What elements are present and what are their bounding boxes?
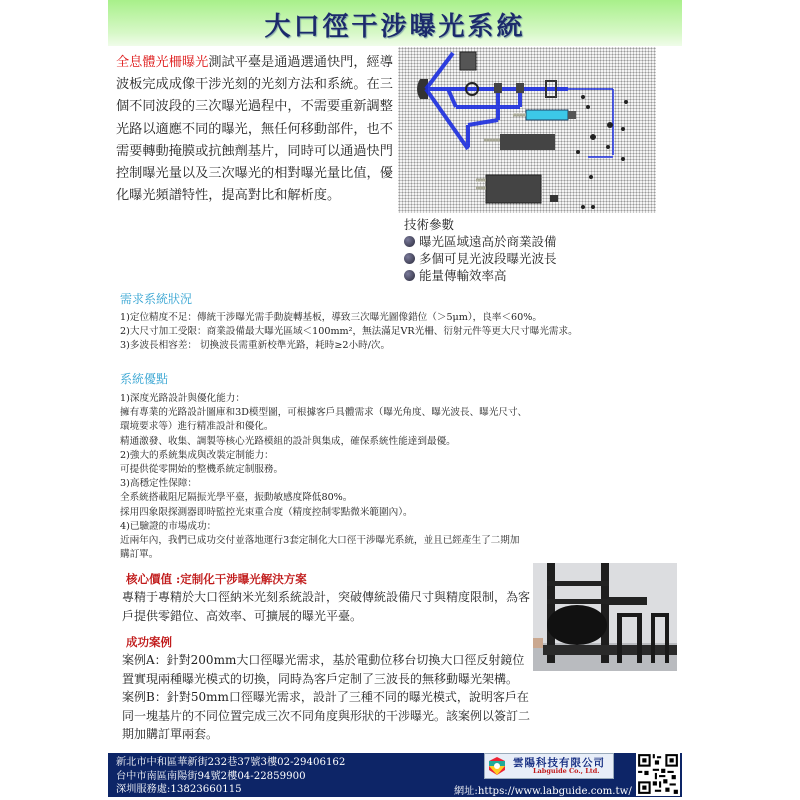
list-item: 購訂單。: [120, 549, 159, 561]
list-item: 環境要求等）進行精准設計和優化。: [120, 421, 274, 433]
list-item: 2)大尺寸加工受限：商業設備最大曝光區域＜100mm²，無法滿足VR光柵、衍射元件等更大尺寸曝光需求。: [120, 326, 578, 338]
cases-heading: 成功案例: [126, 635, 172, 649]
intro-highlight: 全息體光柵曝光: [116, 55, 209, 70]
url-label: 網址:: [454, 786, 478, 797]
tech-param-item: 能量傳輸效率高: [404, 267, 557, 284]
document-page: [108, 0, 682, 800]
qr-code-icon: [636, 752, 680, 796]
advantages-heading: 系統優點: [120, 372, 169, 386]
company-name-en: Labguide Co., Ltd.: [533, 767, 600, 775]
bullet-icon: [404, 236, 415, 247]
cases-body: [122, 651, 532, 744]
bullet-icon: [404, 253, 415, 264]
list-item: 1)深度光路設計與優化能力：: [120, 393, 245, 404]
optical-layout-diagram: [398, 47, 656, 213]
tech-param-item: 多個可見光波段曝光波長: [404, 250, 557, 267]
website: [454, 782, 632, 797]
equipment-photo-icon: [533, 563, 677, 671]
company-name-cn: 雲陽科技有限公司: [513, 757, 605, 769]
title-banner: [108, 0, 682, 46]
list-item: 精通激發、收集、調製等核心光路模組的設計與集成，確保系統性能達到最優。: [120, 435, 456, 447]
address-line: 台中市南區南陽街94號2樓04-22859900: [116, 770, 306, 782]
core-value-text: 專精于專精於大口徑納米光刻系統設計，突破傳統設備尺寸與精度限制，為客戶提供零錯位、高效率、可擴展的曝光平臺。: [122, 590, 531, 623]
list-item: 3)多波長相容差： 切換波長需重新校準光路，耗時≥2小時/次。: [120, 340, 391, 352]
intro-text: 測試平臺是通過選通快門，經導波板完成成像干涉光刻的光刻方法和系統。在三個不同波段的三次曝光過程中，不需要重新調整光路以適應不同的曝光，無任何移動部件，也不需要轉動掩膜或抗蝕劑基片，同時可以通過快門控制曝光量以及三次曝光的相對曝光量比值，優化曝光頻譜特性，提高對比和解析度。: [116, 55, 393, 204]
list-item: 近兩年內，我們已成功交付並落地運行3套定制化大口徑干涉曝光系統，並且已經產生了二期加: [120, 535, 520, 547]
list-item: 2)強大的系統集成與改裝定制能力：: [120, 449, 274, 461]
list-item: 1)定位精度不足：傳統干涉曝光需手動旋轉基板，導致三次曝光圖像錯位（＞5μm），良率＜60%。: [120, 312, 542, 323]
tech-params-title: 技術參數: [404, 217, 455, 232]
footer: [108, 753, 682, 797]
company-logo: [484, 753, 614, 779]
case-a: 案例A：針對200mm大口徑曝光需求，基於電動位移台切換大口徑反射鏡位置實現兩種曝光模式的切換，同時為客戶定制了三波長的無移動曝光架構。: [122, 653, 525, 686]
address-line: 新北市中和區華新街232巷37號3樓02-29406162: [116, 757, 346, 768]
list-item: 可提供從零開始的整機系統定制服務。: [120, 464, 284, 476]
page-title: 大口徑干涉曝光系統: [264, 12, 526, 42]
list-item: 擁有專業的光路設計圖庫和3D模型圖，可根據客戶具體需求（曝光角度、曝光波長、曝光尺寸、: [120, 407, 528, 419]
list-item: 全系統搭載阻尼隔振光學平臺，振動敏感度降低80%。: [120, 492, 353, 504]
tech-params: [404, 216, 557, 284]
address-line: 深圳服務處:13823660115: [116, 784, 242, 795]
requirements-heading: 需求系統狀況: [120, 292, 193, 306]
list-item: 3)高穩定性保障：: [120, 478, 198, 490]
system-photo: [533, 563, 677, 671]
footer-addresses: [116, 756, 345, 797]
logo-icon: [489, 757, 505, 775]
case-b: 案例B：針對50mm口徑曝光需求，設計了三種不同的曝光模式，說明客戶在同一塊基片的不同位置完成三次不同角度與形狀的干涉曝光。該案例以簽訂二期加購訂單兩套。: [122, 690, 531, 742]
intro-paragraph: [116, 52, 398, 207]
advantages-list: [120, 392, 680, 562]
core-value-heading: 核心價值 :定制化干涉曝光解決方案: [126, 572, 307, 586]
qr-code: [636, 752, 680, 796]
bullet-icon: [404, 270, 415, 281]
tech-param-item: 曝光區域遠高於商業設備: [404, 233, 557, 250]
requirements-list: [120, 311, 680, 354]
url-link[interactable]: https://www.labguide.com.tw/: [477, 786, 632, 797]
list-item: 採用四象限探測器即時監控光束重合度（精度控制零點微米範圍內）。: [120, 506, 413, 518]
list-item: 4)已驗證的市場成功：: [120, 520, 217, 532]
optical-path-icon: [398, 47, 656, 213]
